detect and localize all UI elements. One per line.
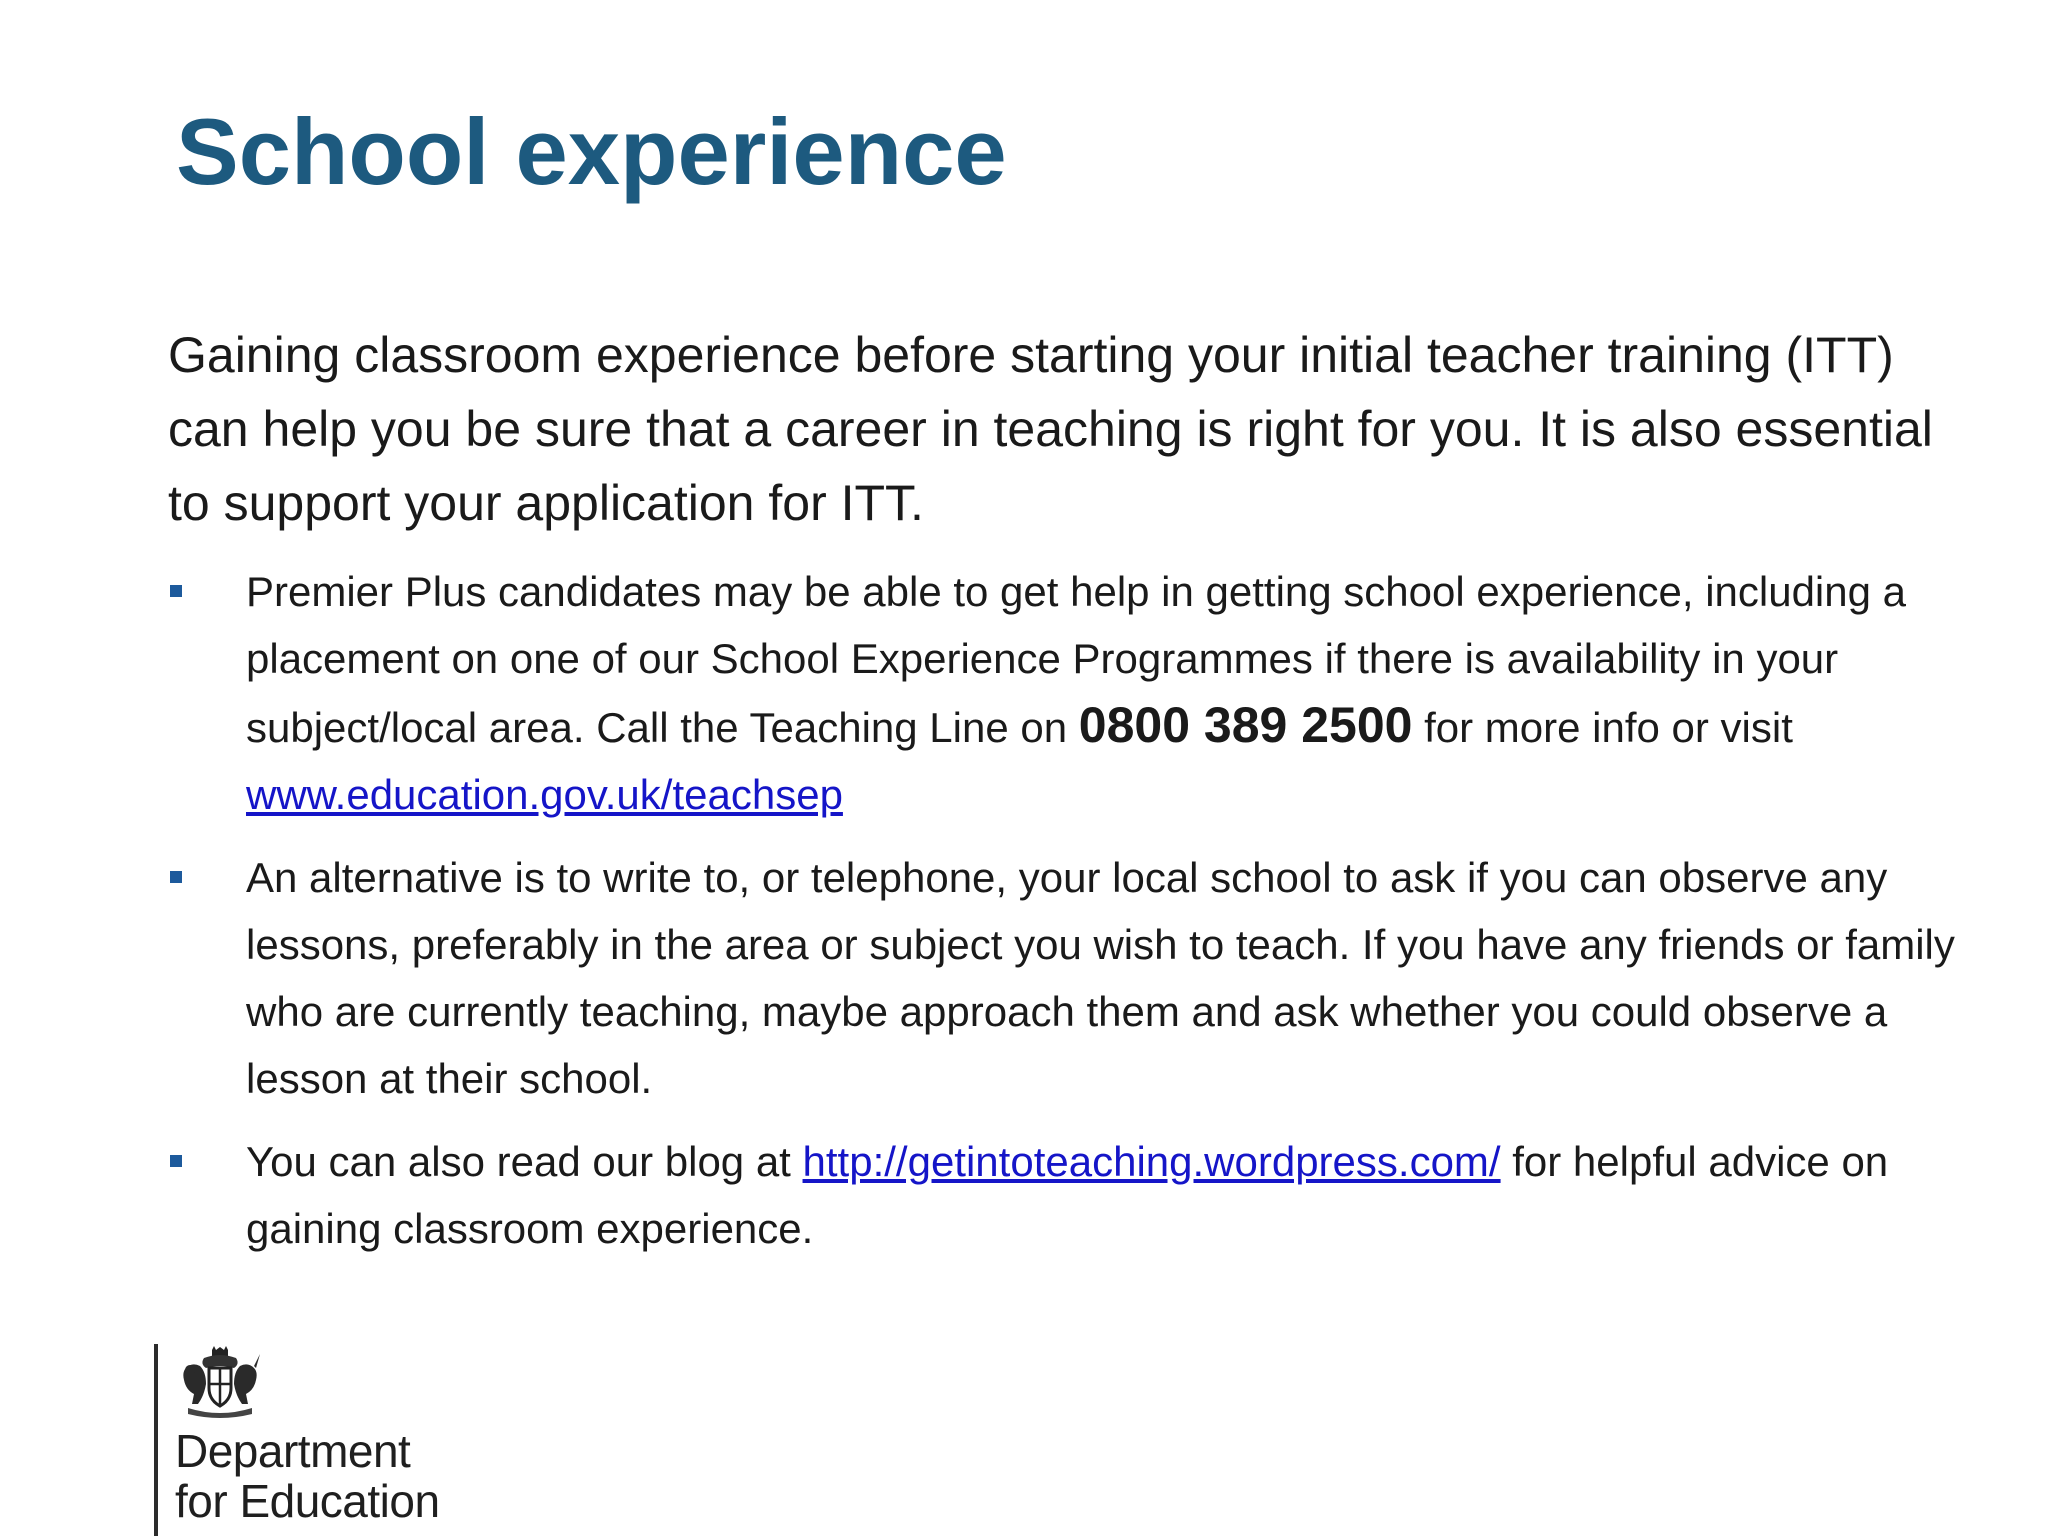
teachsep-link[interactable]: www.education.gov.uk/teachsep	[246, 771, 843, 818]
bullet-text: Premier Plus candidates may be able to get help in getting school experience, including a placement on one of our School Experience Programmes if there is availability in your subject/local area. Call the Teaching Line on	[246, 568, 1907, 751]
blog-link[interactable]: http://getintoteaching.wordpress.com/	[802, 1138, 1501, 1185]
logo-line-department: Department	[175, 1425, 411, 1477]
teaching-line-phone: 0800 389 2500	[1078, 697, 1413, 753]
bullet-text: for more info or visit	[1412, 704, 1793, 751]
bullet-list	[168, 558, 1998, 1278]
intro-paragraph: Gaining classroom experience before starting your initial teacher training (ITT) can help you be sure that a career in teaching is right for you. It is also essential to support your application for ITT.	[168, 327, 1933, 531]
slide-title: School experience	[176, 99, 1007, 204]
square-bullet-icon	[170, 1155, 182, 1167]
bullet-text: You can also read our blog at	[246, 1138, 803, 1185]
bullet-text: An alternative is to write to, or telephone, your local school to ask if you can observe any lessons, preferably in the area or subject you wish to teach. If you have any friends or family who are currently teaching, maybe approach them and ask whether you could observe a lesson at their school.	[246, 854, 1955, 1102]
logo-rule	[154, 1344, 158, 1536]
logo-line-for-education: for Education	[175, 1475, 440, 1527]
bullet-item-blog	[168, 1128, 1998, 1262]
bullet-item-premier-plus	[168, 558, 1998, 828]
dfe-logo	[154, 1344, 474, 1536]
square-bullet-icon	[170, 585, 182, 597]
bullet-text: for helpful advice on gaining classroom experience.	[246, 1138, 1889, 1252]
logo-wordmark	[175, 1426, 440, 1526]
square-bullet-icon	[170, 871, 182, 883]
royal-coat-of-arms-icon	[178, 1346, 262, 1418]
bullet-item-local-school	[168, 844, 1998, 1112]
